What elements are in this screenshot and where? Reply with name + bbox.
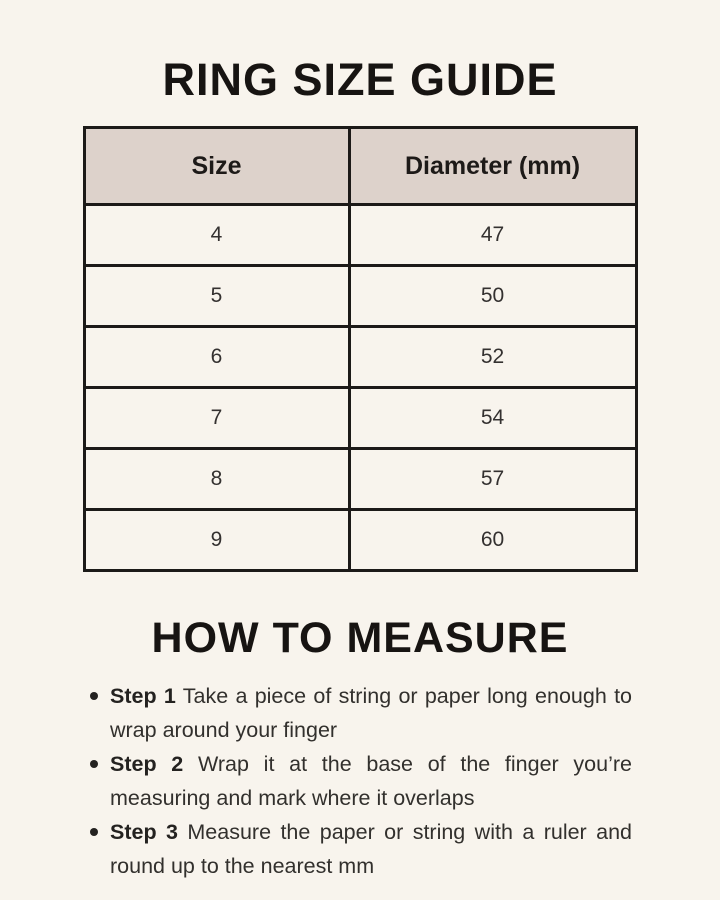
diameter-cell: 54 bbox=[349, 388, 636, 449]
table-row bbox=[84, 266, 636, 327]
bullet-icon bbox=[90, 692, 98, 700]
diameter-cell: 50 bbox=[349, 266, 636, 327]
measure-steps-list bbox=[88, 679, 632, 883]
step-text: Take a piece of string or paper long enough to wrap around your finger bbox=[110, 684, 633, 742]
table-row bbox=[84, 327, 636, 388]
size-cell: 5 bbox=[84, 266, 349, 327]
step-item bbox=[88, 815, 632, 883]
diameter-cell: 52 bbox=[349, 327, 636, 388]
size-cell: 4 bbox=[84, 205, 349, 266]
page-title: RING SIZE GUIDE bbox=[162, 54, 558, 105]
diameter-column-header: Diameter (mm) bbox=[349, 128, 636, 205]
step-label: Step 2 bbox=[110, 752, 184, 776]
step-label: Step 3 bbox=[110, 820, 178, 844]
size-cell: 7 bbox=[84, 388, 349, 449]
step-text: Measure the paper or string with a ruler and round up to the nearest mm bbox=[110, 820, 632, 878]
table-row bbox=[84, 510, 636, 571]
size-cell: 9 bbox=[84, 510, 349, 571]
size-cell: 6 bbox=[84, 327, 349, 388]
diameter-cell: 57 bbox=[349, 449, 636, 510]
table-row bbox=[84, 388, 636, 449]
diameter-cell: 60 bbox=[349, 510, 636, 571]
step-item bbox=[88, 747, 632, 815]
bullet-icon bbox=[90, 760, 98, 768]
diameter-cell: 47 bbox=[349, 205, 636, 266]
ring-size-table bbox=[83, 126, 638, 572]
step-text: Wrap it at the base of the finger you’re measuring and mark where it overlaps bbox=[110, 752, 632, 810]
table-row bbox=[84, 205, 636, 266]
step-item bbox=[88, 679, 632, 747]
bullet-icon bbox=[90, 828, 98, 836]
table-row bbox=[84, 449, 636, 510]
size-cell: 8 bbox=[84, 449, 349, 510]
size-column-header: Size bbox=[84, 128, 349, 205]
how-to-measure-heading: HOW TO MEASURE bbox=[151, 614, 569, 662]
step-label: Step 1 bbox=[110, 684, 176, 708]
table-header-row bbox=[84, 128, 636, 205]
